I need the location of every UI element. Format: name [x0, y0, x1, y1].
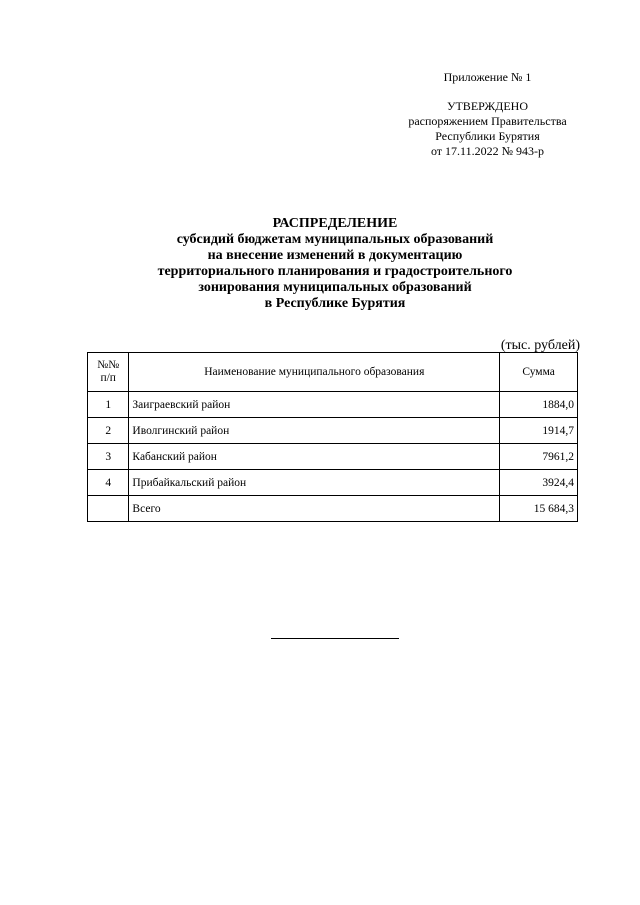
- row-number: 2: [88, 418, 129, 444]
- row-sum: 3924,4: [500, 470, 578, 496]
- approved-label: УТВЕРЖДЕНО: [446, 99, 528, 113]
- total-sum: 15 684,3: [500, 496, 578, 522]
- row-sum: 1914,7: [500, 418, 578, 444]
- approval-date-number: от 17.11.2022 № 943-р: [430, 144, 545, 158]
- table-row: [88, 444, 578, 470]
- table-row: [88, 392, 578, 418]
- title-line: зонирования муниципальных образований: [198, 280, 472, 295]
- table-header-row: [88, 353, 578, 392]
- approval-line: распоряжением Правительства: [408, 114, 567, 128]
- table-row: [88, 418, 578, 444]
- title-line: на внесение изменений в документацию: [207, 248, 463, 263]
- row-number: 3: [88, 444, 129, 470]
- table-row: [88, 470, 578, 496]
- document-title: [130, 216, 540, 312]
- row-number: 1: [88, 392, 129, 418]
- title-line: РАСПРЕДЕЛЕНИЕ: [272, 216, 398, 231]
- row-sum: 7961,2: [500, 444, 578, 470]
- row-name: Заиграевский район: [129, 392, 500, 418]
- row-name: Прибайкальский район: [129, 470, 500, 496]
- row-name: Иволгинский район: [129, 418, 500, 444]
- title-line: в Республике Бурятия: [264, 296, 406, 311]
- approval-block: [390, 70, 585, 159]
- distribution-table: [87, 352, 578, 522]
- title-line: субсидий бюджетам муниципальных образований: [176, 232, 494, 247]
- approval-line: Республики Бурятия: [435, 129, 540, 143]
- closing-divider: [271, 638, 399, 639]
- appendix-label: Приложение № 1: [443, 70, 532, 84]
- header-sum: Сумма: [500, 353, 578, 392]
- title-line: территориального планирования и градостроительного: [157, 264, 513, 279]
- header-number-line1: №№: [97, 359, 120, 371]
- header-name: Наименование муниципального образования: [129, 353, 500, 392]
- header-number: [88, 353, 129, 392]
- header-number-line2: п/п: [100, 372, 116, 384]
- row-number: 4: [88, 470, 129, 496]
- row-sum: 1884,0: [500, 392, 578, 418]
- table-total-row: [88, 496, 578, 522]
- total-label: Всего: [129, 496, 500, 522]
- total-number: [88, 496, 129, 522]
- units-label: (тыс. рублей): [500, 338, 580, 353]
- row-name: Кабанский район: [129, 444, 500, 470]
